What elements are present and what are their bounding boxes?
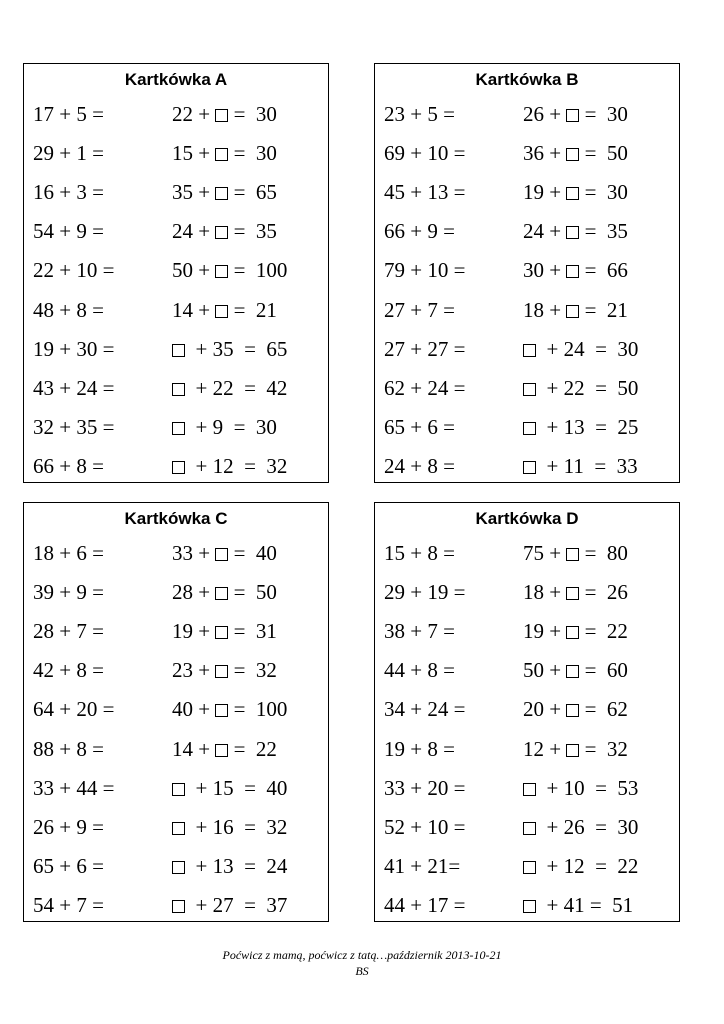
exercise-row	[375, 141, 679, 171]
equation-prefix: 30 +	[523, 258, 567, 283]
answer-box[interactable]	[172, 783, 185, 796]
card-title: Kartkówka A	[124, 70, 228, 89]
addition-problem: 29 + 1 =	[33, 141, 104, 166]
missing-number-problem	[523, 619, 628, 644]
equation-prefix: 35 +	[172, 180, 216, 205]
equation-suffix: + 15 = 40	[185, 775, 288, 800]
addition-problem: 44 + 8 =	[384, 658, 455, 683]
answer-box[interactable]	[566, 109, 579, 122]
exercise-row	[24, 580, 328, 610]
addition-problem: 33 + 44 =	[33, 775, 115, 800]
missing-number-problem	[172, 658, 277, 683]
answer-box[interactable]	[566, 548, 579, 561]
equation-suffix: + 13 = 25	[536, 414, 639, 439]
missing-number-problem	[172, 415, 277, 440]
equation-suffix: + 11 = 33	[536, 453, 638, 478]
answer-box[interactable]	[566, 265, 579, 278]
answer-box[interactable]	[523, 822, 536, 835]
equation-prefix: 14 +	[172, 297, 216, 322]
exercise-row	[375, 415, 679, 445]
missing-number-problem	[523, 580, 628, 605]
missing-number-problem	[523, 658, 628, 683]
addition-problem: 54 + 9 =	[33, 219, 104, 244]
missing-number-problem	[172, 776, 287, 801]
missing-number-problem	[172, 337, 287, 362]
card-title: Kartkówka C	[124, 509, 228, 528]
answer-box[interactable]	[566, 626, 579, 639]
equation-suffix: + 13 = 24	[185, 853, 288, 878]
answer-box[interactable]	[566, 587, 579, 600]
addition-problem: 79 + 10 =	[384, 258, 466, 283]
equation-prefix: 28 +	[172, 580, 216, 605]
exercise-row	[24, 102, 328, 132]
answer-box[interactable]	[523, 461, 536, 474]
equation-suffix: = 30	[579, 180, 628, 205]
answer-box[interactable]	[215, 587, 228, 600]
missing-number-problem	[523, 298, 628, 323]
equation-suffix: + 27 = 37	[185, 892, 288, 917]
equation-suffix: = 100	[228, 697, 288, 722]
addition-problem: 66 + 9 =	[384, 219, 455, 244]
addition-problem: 24 + 8 =	[384, 453, 455, 478]
exercise-row	[24, 737, 328, 767]
exercise-row	[375, 258, 679, 288]
addition-problem: 54 + 7 =	[33, 892, 104, 917]
addition-problem: 52 + 10 =	[384, 814, 466, 839]
equation-prefix: 26 +	[523, 102, 567, 126]
equation-suffix: + 10 = 53	[536, 775, 639, 800]
answer-box[interactable]	[215, 305, 228, 318]
exercise-row	[24, 298, 328, 328]
exercise-row	[24, 415, 328, 445]
equation-suffix: + 22 = 42	[185, 375, 288, 400]
addition-problem: 65 + 6 =	[33, 853, 104, 878]
addition-problem: 65 + 6 =	[384, 414, 455, 439]
exercise-row	[375, 219, 679, 249]
exercise-row	[375, 658, 679, 688]
missing-number-problem	[523, 854, 638, 879]
addition-problem: 27 + 7 =	[384, 297, 455, 322]
addition-problem: 19 + 8 =	[384, 736, 455, 761]
equation-suffix: = 22	[228, 736, 277, 761]
equation-suffix: = 30	[228, 141, 277, 166]
missing-number-problem	[523, 776, 638, 801]
answer-box[interactable]	[566, 226, 579, 239]
exercise-row	[375, 580, 679, 610]
answer-box[interactable]	[215, 665, 228, 678]
exercise-row	[375, 180, 679, 210]
equation-suffix: + 12 = 32	[185, 453, 288, 478]
missing-number-problem	[523, 697, 628, 722]
footer-note: Poćwicz z mamą, poćwicz z tatą…październik 2013-10-21	[222, 948, 502, 962]
quiz-card-b	[374, 63, 680, 483]
missing-number-problem	[523, 141, 628, 166]
answer-box[interactable]	[566, 148, 579, 161]
equation-suffix: = 80	[579, 541, 628, 565]
addition-problem: 45 + 13 =	[384, 180, 466, 205]
exercise-row	[24, 658, 328, 688]
equation-suffix: = 32	[228, 658, 277, 683]
missing-number-problem	[523, 337, 638, 362]
exercise-row	[24, 180, 328, 210]
missing-number-problem	[523, 219, 628, 244]
equation-suffix: = 26	[579, 580, 628, 605]
equation-suffix: = 30	[579, 102, 628, 126]
exercise-row	[24, 776, 328, 806]
answer-box[interactable]	[523, 861, 536, 874]
missing-number-problem	[523, 541, 628, 566]
addition-problem: 38 + 7 =	[384, 619, 455, 644]
answer-box[interactable]	[172, 861, 185, 874]
missing-number-problem	[172, 619, 277, 644]
exercise-row	[375, 454, 679, 484]
exercise-row	[375, 776, 679, 806]
answer-box[interactable]	[215, 187, 228, 200]
quiz-card-d	[374, 502, 680, 922]
addition-problem: 15 + 8 =	[384, 541, 455, 565]
addition-problem: 62 + 24 =	[384, 375, 466, 400]
exercise-row	[24, 697, 328, 727]
missing-number-problem	[172, 541, 277, 566]
missing-number-problem	[523, 180, 628, 205]
addition-problem: 64 + 20 =	[33, 697, 115, 722]
equation-suffix: = 40	[228, 541, 277, 565]
equation-suffix: = 30	[228, 102, 277, 126]
exercise-row	[24, 454, 328, 484]
equation-prefix: 15 +	[172, 141, 216, 166]
exercise-row	[24, 219, 328, 249]
equation-prefix: 19 +	[172, 619, 216, 644]
answer-box[interactable]	[566, 305, 579, 318]
answer-box[interactable]	[172, 422, 185, 435]
equation-prefix: 20 +	[523, 697, 567, 722]
exercise-row	[375, 854, 679, 884]
equation-suffix: = 100	[228, 258, 288, 283]
exercise-row	[375, 337, 679, 367]
equation-suffix: = 62	[579, 697, 628, 722]
answer-box[interactable]	[215, 148, 228, 161]
quiz-card-c	[23, 502, 329, 922]
addition-problem: 16 + 3 =	[33, 180, 104, 205]
equation-suffix: = 35	[579, 219, 628, 244]
addition-problem: 23 + 5 =	[384, 102, 455, 126]
equation-prefix: 24 +	[172, 219, 216, 244]
equation-prefix: 24 +	[523, 219, 567, 244]
exercise-row	[375, 737, 679, 767]
addition-problem: 44 + 17 =	[384, 892, 466, 917]
answer-box[interactable]	[215, 226, 228, 239]
addition-problem: 27 + 27 =	[384, 336, 466, 361]
missing-number-problem	[172, 258, 287, 283]
answer-box[interactable]	[172, 822, 185, 835]
exercise-row	[24, 815, 328, 845]
exercise-row	[375, 893, 679, 923]
equation-prefix: 19 +	[523, 180, 567, 205]
equation-suffix: + 22 = 50	[536, 375, 639, 400]
addition-problem: 41 + 21=	[384, 853, 461, 878]
missing-number-problem	[523, 102, 628, 127]
equation-suffix: = 50	[579, 141, 628, 166]
equation-prefix: 19 +	[523, 619, 567, 644]
addition-problem: 29 + 19 =	[384, 580, 466, 605]
answer-box[interactable]	[523, 344, 536, 357]
exercise-row	[24, 337, 328, 367]
exercise-row	[24, 619, 328, 649]
missing-number-problem	[172, 697, 287, 722]
addition-problem: 26 + 9 =	[33, 814, 104, 839]
exercise-row	[24, 376, 328, 406]
addition-problem: 19 + 30 =	[33, 336, 115, 361]
equation-suffix: = 32	[579, 736, 628, 761]
equation-suffix: + 12 = 22	[536, 853, 639, 878]
answer-box[interactable]	[523, 383, 536, 396]
answer-box[interactable]	[215, 109, 228, 122]
answer-box[interactable]	[566, 187, 579, 200]
equation-suffix: = 22	[579, 619, 628, 644]
answer-box[interactable]	[215, 265, 228, 278]
answer-box[interactable]	[215, 744, 228, 757]
addition-problem: 42 + 8 =	[33, 658, 104, 683]
addition-problem: 69 + 10 =	[384, 141, 466, 166]
addition-problem: 39 + 9 =	[33, 580, 104, 605]
addition-problem: 18 + 6 =	[33, 541, 104, 565]
exercise-row	[24, 893, 328, 923]
exercise-row	[375, 541, 679, 571]
equation-prefix: 75 +	[523, 541, 567, 565]
answer-box[interactable]	[566, 744, 579, 757]
answer-box[interactable]	[172, 383, 185, 396]
missing-number-problem	[172, 854, 287, 879]
addition-problem: 32 + 35 =	[33, 414, 115, 439]
exercise-row	[24, 541, 328, 571]
exercise-row	[24, 258, 328, 288]
equation-suffix: = 60	[579, 658, 628, 683]
equation-prefix: 22 +	[172, 102, 216, 126]
exercise-row	[375, 619, 679, 649]
answer-box[interactable]	[215, 626, 228, 639]
missing-number-problem	[172, 737, 277, 762]
equation-prefix: 50 +	[172, 258, 216, 283]
equation-prefix: 33 +	[172, 541, 216, 565]
equation-prefix: 40 +	[172, 697, 216, 722]
exercise-row	[375, 298, 679, 328]
answer-box[interactable]	[523, 422, 536, 435]
missing-number-problem	[523, 454, 638, 479]
addition-problem: 28 + 7 =	[33, 619, 104, 644]
missing-number-problem	[523, 815, 638, 840]
addition-problem: 48 + 8 =	[33, 297, 104, 322]
addition-problem: 17 + 5 =	[33, 102, 104, 126]
addition-problem: 88 + 8 =	[33, 736, 104, 761]
card-title: Kartkówka B	[475, 70, 579, 89]
addition-problem: 22 + 10 =	[33, 258, 115, 283]
missing-number-problem	[523, 893, 633, 918]
missing-number-problem	[172, 219, 277, 244]
equation-suffix: + 16 = 32	[185, 814, 288, 839]
equation-prefix: 18 +	[523, 297, 567, 322]
equation-prefix: 50 +	[523, 658, 567, 683]
answer-box[interactable]	[566, 704, 579, 717]
answer-box[interactable]	[172, 461, 185, 474]
missing-number-problem	[523, 737, 628, 762]
equation-suffix: = 50	[228, 580, 277, 605]
missing-number-problem	[172, 454, 287, 479]
equation-suffix: + 9 = 30	[185, 414, 277, 439]
exercise-row	[375, 697, 679, 727]
addition-problem: 66 + 8 =	[33, 453, 104, 478]
addition-problem: 33 + 20 =	[384, 775, 466, 800]
missing-number-problem	[172, 580, 277, 605]
missing-number-problem	[523, 258, 628, 283]
answer-box[interactable]	[566, 665, 579, 678]
equation-suffix: = 65	[228, 180, 277, 205]
answer-box[interactable]	[523, 900, 536, 913]
card-title: Kartkówka D	[475, 509, 579, 528]
answer-box[interactable]	[523, 783, 536, 796]
equation-prefix: 23 +	[172, 658, 216, 683]
missing-number-problem	[172, 815, 287, 840]
missing-number-problem	[172, 102, 277, 127]
quiz-card-a	[23, 63, 329, 483]
equation-prefix: 14 +	[172, 736, 216, 761]
answer-box[interactable]	[172, 900, 185, 913]
exercise-row	[375, 376, 679, 406]
answer-box[interactable]	[215, 704, 228, 717]
missing-number-problem	[172, 180, 277, 205]
exercise-row	[375, 815, 679, 845]
equation-suffix: = 35	[228, 219, 277, 244]
equation-suffix: + 35 = 65	[185, 336, 288, 361]
equation-suffix: = 66	[579, 258, 628, 283]
answer-box[interactable]	[215, 548, 228, 561]
missing-number-problem	[172, 298, 277, 323]
equation-suffix: + 24 = 30	[536, 336, 639, 361]
addition-problem: 43 + 24 =	[33, 375, 115, 400]
equation-prefix: 36 +	[523, 141, 567, 166]
equation-prefix: 12 +	[523, 736, 567, 761]
equation-suffix: = 21	[228, 297, 277, 322]
equation-suffix: = 21	[579, 297, 628, 322]
missing-number-problem	[523, 376, 638, 401]
exercise-row	[375, 102, 679, 132]
equation-suffix: = 31	[228, 619, 277, 644]
missing-number-problem	[523, 415, 638, 440]
missing-number-problem	[172, 141, 277, 166]
equation-suffix: + 26 = 30	[536, 814, 639, 839]
exercise-row	[24, 141, 328, 171]
exercise-row	[24, 854, 328, 884]
missing-number-problem	[172, 893, 287, 918]
addition-problem: 34 + 24 =	[384, 697, 466, 722]
missing-number-problem	[172, 376, 287, 401]
answer-box[interactable]	[172, 344, 185, 357]
equation-prefix: 18 +	[523, 580, 567, 605]
footer-initials: BS	[355, 964, 369, 978]
equation-suffix: + 41 = 51	[536, 892, 634, 917]
